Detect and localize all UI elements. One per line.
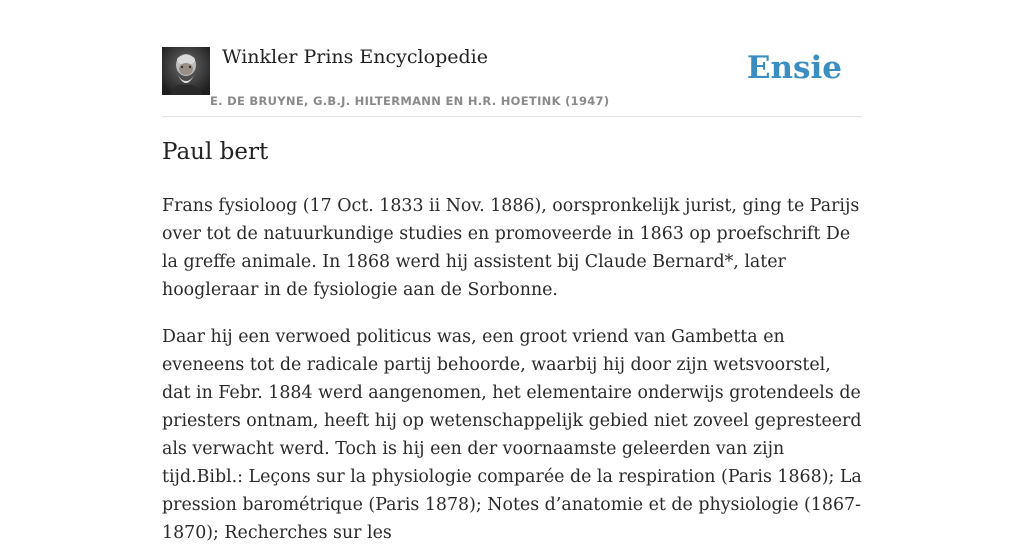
article-title: Paul bert [162,139,269,165]
article-container [162,0,862,543]
article-paragraph-1: Frans fysioloog (17 Oct. 1833 ii Nov. 1886), oorspronkelijk jurist, ging te Parijs over tot de natuurkundige studies en promoveerde in 1863 op proefschrift De la greffe animale. In 1868 werd hij assistent bij Claude Bernard*, later hoogleraar in de fysiologie aan de Sorbonne. [162,196,860,300]
brand-logo[interactable]: Ensie [746,50,842,86]
article-paragraph-2: Daar hij een verwoed politicus was, een groot vriend van Gambetta en eveneens tot de radicale partij behoorde, waarbij hij door zijn wetsvoorstel, dat in Febr. 1884 werd aangenomen, het elementaire onderwijs grotendeels de priesters ontnam, heeft hij op wetenschappelijk gebied niet zoveel gepresteerd als verwacht werd. Toch is hij een der voornaamste geleerden van zijn tijd.Bibl.: Leçons sur la physiologie comparée de la respiration (Paris 1868); La pression barométrique (Paris 1878); Notes d’anatomie et de physiologie (1867-1870); Recherches sur les [162,327,862,543]
source-header [162,0,862,117]
source-authors: E. DE BRUYNE, G.B.J. HILTERMANN EN H.R. HOETINK (1947) [210,94,610,108]
author-avatar-icon[interactable] [162,47,210,95]
source-title[interactable]: Winkler Prins Encyclopedie [222,46,488,68]
